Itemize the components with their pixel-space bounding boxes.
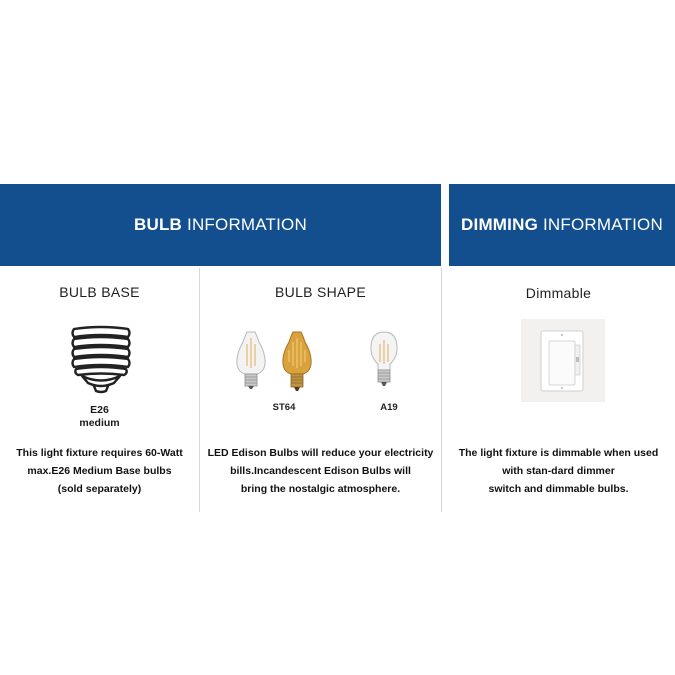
desc-line: max.E26 Medium Base bulbs bbox=[27, 465, 172, 477]
banner-light-text: INFORMATION bbox=[187, 215, 307, 234]
shape-label-a19: A19 bbox=[380, 402, 398, 413]
clear-st64-bulb-icon bbox=[235, 330, 267, 390]
amber-st64-bulb-icon bbox=[282, 330, 312, 392]
e26-base-icon bbox=[68, 325, 134, 395]
a19-bulb-icon bbox=[370, 330, 398, 388]
shape-label-st64: ST64 bbox=[272, 402, 296, 413]
dimming-information-banner bbox=[449, 184, 675, 266]
desc-line: with stan-dard dimmer bbox=[502, 465, 615, 477]
desc-line: switch and dimmable bulbs. bbox=[488, 483, 629, 495]
dimming-description bbox=[442, 444, 675, 498]
base-type-label bbox=[0, 404, 199, 430]
base-type: E26 bbox=[90, 404, 109, 416]
base-size: medium bbox=[79, 417, 120, 429]
desc-line: The light fixture is dimmable when used bbox=[458, 447, 659, 459]
desc-line: LED Edison Bulbs will reduce your electricity bbox=[207, 447, 434, 459]
bulb-base-description bbox=[0, 444, 199, 498]
dimmable-title: Dimmable bbox=[525, 285, 592, 301]
banner-light-text: INFORMATION bbox=[543, 215, 663, 234]
dimmer-switch-icon bbox=[521, 319, 605, 402]
banner-bold-text: BULB bbox=[134, 215, 183, 234]
bulb-base-title: BULB BASE bbox=[59, 284, 140, 300]
bulb-information-banner bbox=[0, 184, 441, 266]
desc-line: bills.Incandescent Edison Bulbs will bbox=[230, 465, 411, 477]
desc-line: (sold separately) bbox=[57, 483, 142, 495]
desc-line: This light fixture requires 60-Watt bbox=[16, 447, 183, 459]
bulb-shape-description bbox=[200, 444, 441, 498]
desc-line: bring the nostalgic atmosphere. bbox=[240, 483, 401, 495]
bulb-shape-title: BULB SHAPE bbox=[275, 284, 366, 300]
banner-bold-text: DIMMING bbox=[461, 215, 538, 234]
